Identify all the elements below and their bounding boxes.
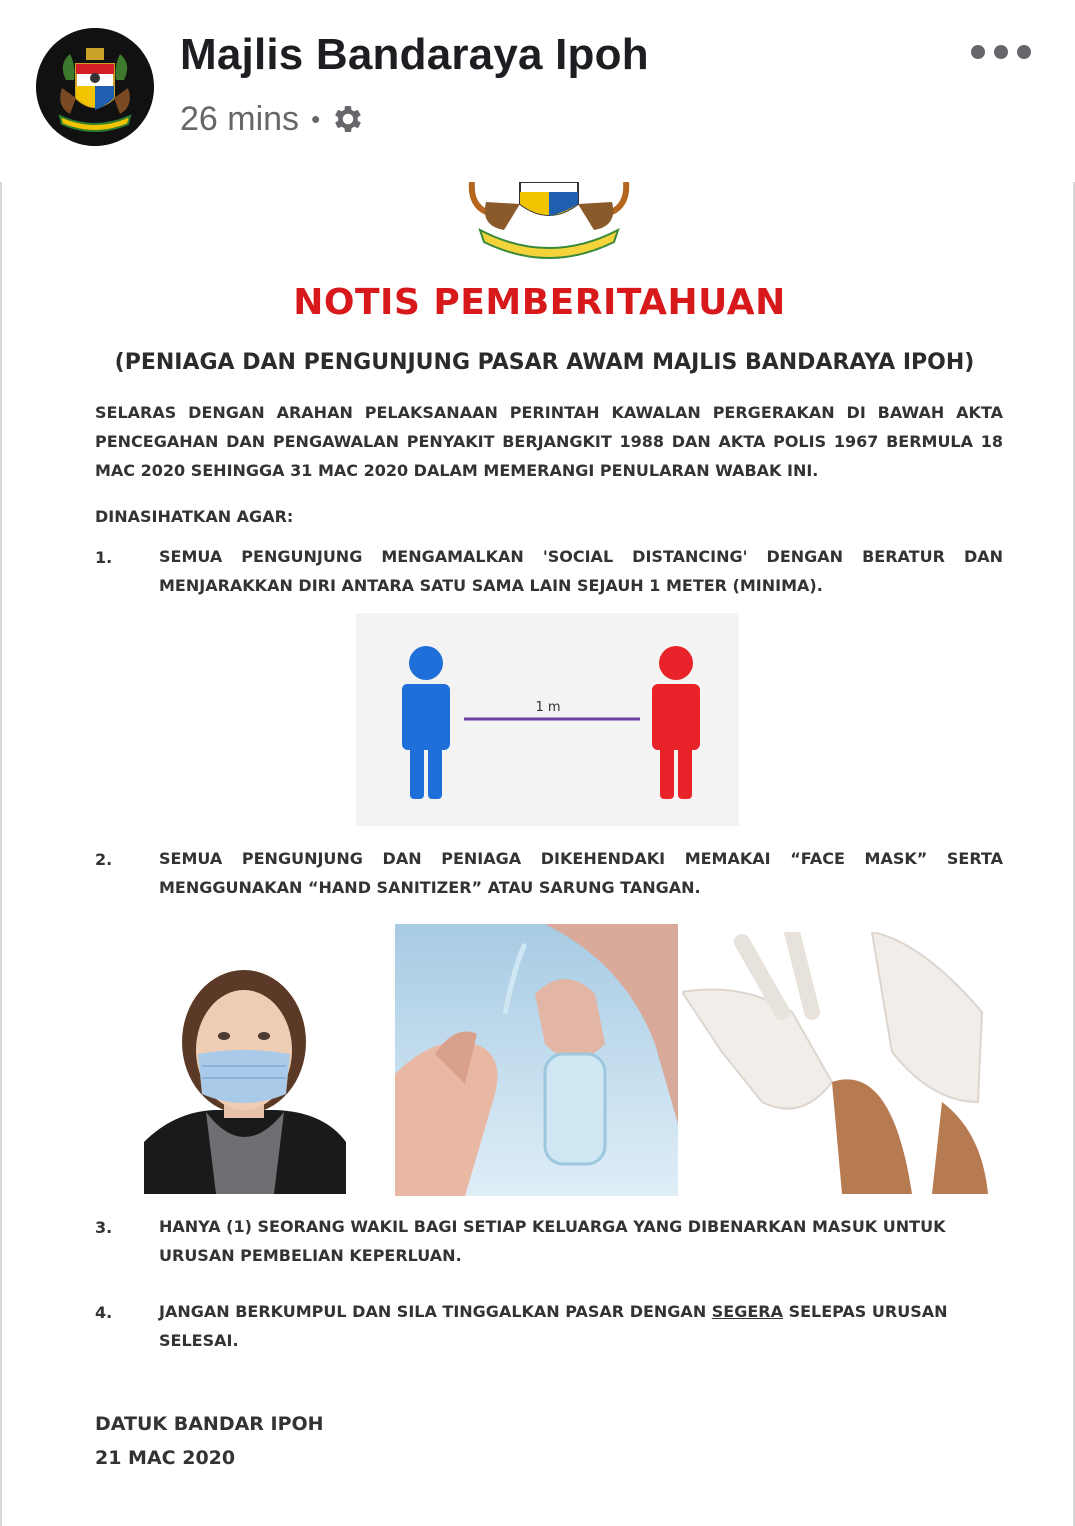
- notice-title: NOTIS PEMBERITAHUAN: [293, 282, 786, 323]
- blue-person-icon: [402, 646, 450, 799]
- underlined-word: SEGERA: [711, 1302, 783, 1321]
- social-distancing-illustration: [356, 613, 739, 826]
- intro-line: MAC 2020 SEHINGGA 31 MAC 2020 DALAM MEMERANGI PENULARAN WABAK INI.: [95, 461, 819, 480]
- distance-label: 1 m: [535, 700, 561, 715]
- post-header: [0, 0, 1075, 175]
- item-3-text: [159, 1212, 959, 1270]
- item-number: 4.: [95, 1303, 113, 1322]
- advice-heading: DINASIHATKAN AGAR:: [95, 507, 294, 526]
- item-line: SELESAI.: [159, 1331, 239, 1350]
- hand-sanitizer-photo: [395, 924, 678, 1196]
- red-person-icon: [652, 646, 700, 799]
- item-number: 3.: [95, 1218, 113, 1237]
- signature-date: 21 MAC 2020: [95, 1447, 236, 1469]
- page-avatar[interactable]: [36, 28, 154, 146]
- item-2-text: [159, 844, 1003, 902]
- gear-icon[interactable]: [330, 101, 366, 137]
- signature-office: DATUK BANDAR IPOH: [95, 1413, 324, 1435]
- meta-separator: •: [311, 103, 321, 134]
- intro-paragraph: [95, 398, 1003, 485]
- item-line: JANGAN BERKUMPUL DAN SILA TINGGALKAN PASAR DENGAN SEGERA SELEPAS URUSAN: [159, 1302, 948, 1321]
- item-line: SEMUA PENGUNJUNG MENGAMALKAN 'SOCIAL DISTANCING' DENGAN BERATUR DAN: [159, 547, 1003, 566]
- notice-image[interactable]: [0, 182, 1075, 1526]
- crest-emblem-icon: [466, 182, 632, 262]
- item-line: URUSAN PEMBELIAN KEPERLUAN.: [159, 1246, 462, 1265]
- item-line: MENGGUNAKAN “HAND SANITIZER” ATAU SARUNG TANGAN.: [159, 878, 701, 897]
- item-number: 2.: [95, 850, 113, 869]
- more-options-icon[interactable]: [971, 40, 1031, 64]
- post-time[interactable]: 26 mins: [180, 99, 300, 138]
- gloves-photo: [682, 932, 988, 1194]
- face-mask-photo: [144, 962, 346, 1194]
- page-name[interactable]: Majlis Bandaraya Ipoh: [180, 30, 649, 79]
- post-meta: [180, 97, 366, 141]
- item-line: SEMUA PENGUNJUNG DAN PENIAGA DIKEHENDAKI MEMAKAI “FACE MASK” SERTA: [159, 849, 1003, 868]
- item-line: HANYA (1) SEORANG WAKIL BAGI SETIAP KELUARGA YANG DIBENARKAN MASUK UNTUK: [159, 1217, 946, 1236]
- item-number: 1.: [95, 548, 113, 567]
- notice-subtitle: (PENIAGA DAN PENGUNJUNG PASAR AWAM MAJLIS BANDARAYA IPOH): [114, 350, 975, 375]
- item-4-text: [159, 1297, 959, 1355]
- item-line: MENJARAKKAN DIRI ANTARA SATU SAMA LAIN SEJAUH 1 METER (MINIMA).: [159, 576, 823, 595]
- city-council-crest-icon: [36, 28, 154, 146]
- item-1-text: [159, 542, 1003, 600]
- intro-line: PENCEGAHAN DAN PENGAWALAN PENYAKIT BERJANGKIT 1988 DAN AKTA POLIS 1967 BERMULA 18: [95, 432, 1003, 451]
- intro-line: SELARAS DENGAN ARAHAN PELAKSANAAN PERINTAH KAWALAN PERGERAKAN DI BAWAH AKTA: [95, 403, 1003, 422]
